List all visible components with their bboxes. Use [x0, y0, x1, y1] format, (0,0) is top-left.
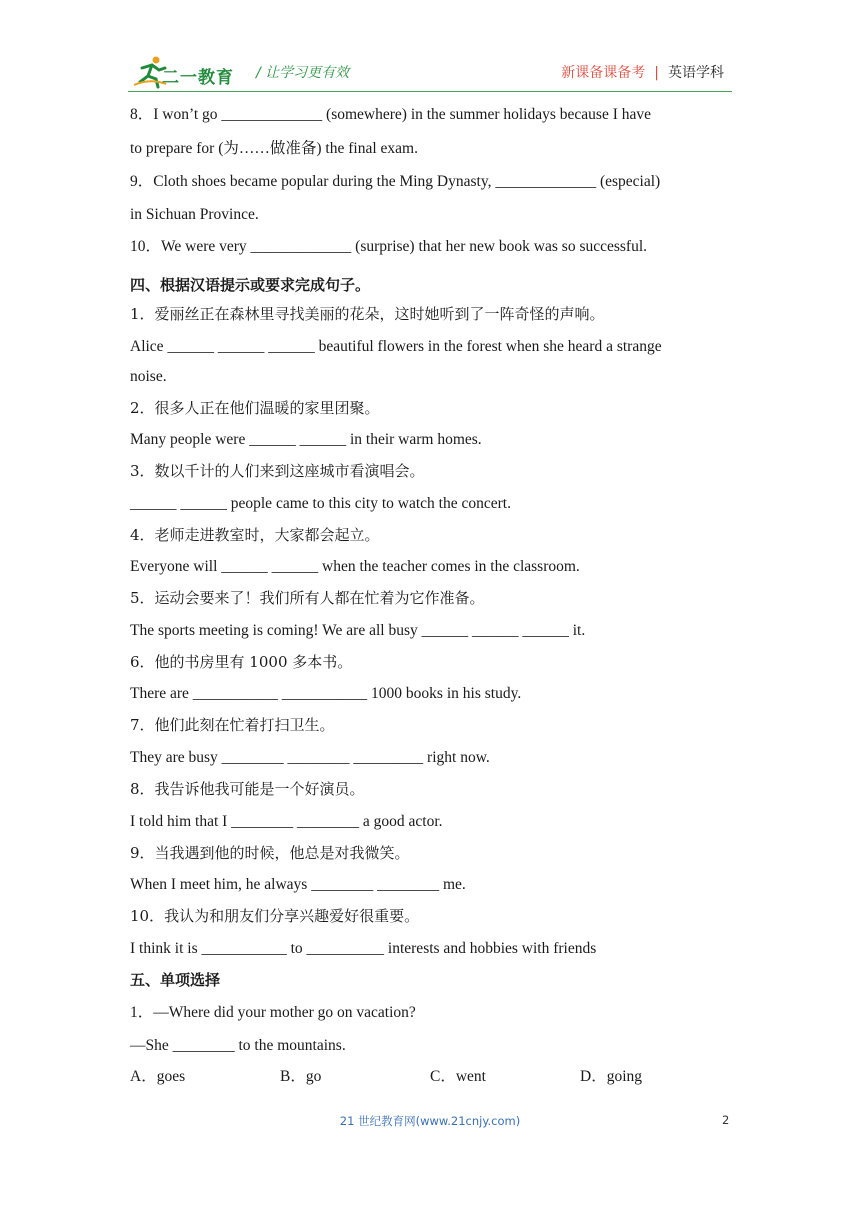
chinese-prompt: 5．运动会要来了！我们所有人都在忙着为它作准备。	[130, 589, 485, 607]
chinese-prompt: 1．爱丽丝正在森林里寻找美丽的花朵，这时她听到了一阵奇怪的声响。	[130, 305, 605, 323]
options-row	[130, 1067, 730, 1087]
chinese-prompt: 3．数以千计的人们来到这座城市看演唱会。	[130, 462, 425, 480]
chinese-prompt: 6．他的书房里有 1000 多本书。	[130, 653, 353, 671]
exercise-line: Alice ______ ______ ______ beautiful flowers in the forest when she heard a strange	[130, 338, 662, 355]
chinese-prompt: 10．我认为和朋友们分享兴趣爱好很重要。	[130, 907, 420, 925]
option-b: B．go	[280, 1068, 322, 1085]
exercise-line: 8．I won’t go _____________ (somewhere) in the summer holidays because I have	[130, 106, 651, 123]
chinese-prompt: 7．他们此刻在忙着打扫卫生。	[130, 716, 335, 734]
exercise-line: The sports meeting is coming! We are all busy ______ ______ ______ it.	[130, 622, 586, 639]
section-heading: 四、根据汉语提示或要求完成句子。	[130, 276, 371, 294]
chinese-prompt: 4．老师走进教室时，大家都会起立。	[130, 526, 380, 544]
section-heading: 五、单项选择	[130, 971, 221, 989]
exercise-line: They are busy ________ ________ _________ right now.	[130, 749, 490, 766]
exercise-line: When I meet him, he always ________ ________ me.	[130, 876, 466, 893]
exercise-line: I told him that I ________ ________ a good actor.	[130, 813, 443, 830]
header-divider	[128, 91, 732, 92]
header-right	[561, 62, 724, 82]
slogan: / 让学习更有效	[256, 65, 350, 81]
exercise-line: Everyone will ______ ______ when the teacher comes in the classroom.	[130, 558, 580, 575]
exercise-line: —She ________ to the mountains.	[130, 1037, 346, 1054]
exercise-line: ______ ______ people came to this city to watch the concert.	[130, 495, 511, 512]
exercise-line: 1．—Where did your mother go on vacation?	[130, 1004, 416, 1021]
exercise-line: to prepare for (为……做准备) the final exam.	[130, 140, 418, 157]
chinese-prompt: 9．当我遇到他的时候，他总是对我微笑。	[130, 844, 410, 862]
footer-site: 21 世纪教育网(www.21cnjy.com)	[339, 1114, 521, 1128]
header-subject-label: 英语学科	[668, 65, 724, 81]
exercise-line: There are ___________ ___________ 1000 books in his study.	[130, 685, 522, 702]
chinese-prompt: 8．我告诉他我可能是一个好演员。	[130, 780, 365, 798]
page-number: 2	[722, 1113, 730, 1127]
exercise-line: noise.	[130, 368, 167, 385]
header-separator: |	[654, 65, 659, 81]
logo-text: 二一教育	[162, 68, 234, 88]
logo	[132, 54, 244, 92]
exercise-line: 10．We were very _____________ (surprise) that her new book was so successful.	[130, 238, 648, 255]
option-a: A．goes	[130, 1068, 186, 1085]
exercise-line: in Sichuan Province.	[130, 206, 259, 223]
chinese-prompt: 2．很多人正在他们温暖的家里团聚。	[130, 399, 380, 417]
page-header	[0, 0, 860, 100]
exercise-line: 9．Cloth shoes became popular during the Ming Dynasty, _____________ (especial)	[130, 173, 661, 190]
exercise-line: I think it is ___________ to __________ interests and hobbies with friends	[130, 940, 597, 957]
header-exam-label: 新课备课备考	[561, 65, 646, 81]
exercise-line: Many people were ______ ______ in their warm homes.	[130, 431, 482, 448]
option-d: D．going	[580, 1068, 643, 1085]
option-c: C．went	[430, 1068, 486, 1085]
